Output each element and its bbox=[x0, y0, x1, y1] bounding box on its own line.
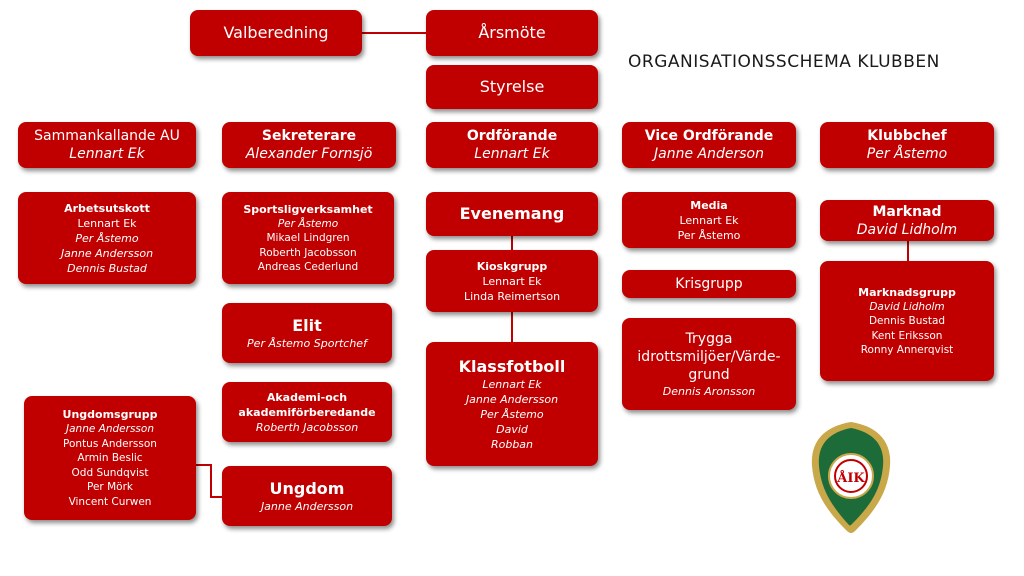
klassfotboll-member: David bbox=[496, 422, 528, 436]
ungdomsgrupp-member: Per Mörk bbox=[87, 481, 133, 493]
vice-ordforande-role: Vice Ordförande bbox=[644, 128, 774, 144]
kioskgrupp-box bbox=[426, 250, 598, 312]
marknadsgrupp-member: Kent Eriksson bbox=[871, 329, 943, 342]
ungdomsgrupp-heading: Ungdomsgrupp bbox=[62, 408, 158, 421]
ungdom-name: Janne Andersson bbox=[260, 499, 354, 513]
valberedning-box bbox=[190, 10, 362, 56]
ungdomsgrupp-member: Janne Andersson bbox=[66, 423, 154, 435]
arbetsutskott-member: Lennart Ek bbox=[77, 216, 137, 230]
trygga-heading: Trygga idrottsmiljöer/Värde-grund bbox=[637, 330, 781, 383]
klubbchef-box bbox=[820, 122, 994, 168]
klubbchef-name: Per Åstemo bbox=[866, 146, 948, 162]
arbetsutskott-member: Janne Andersson bbox=[60, 246, 154, 260]
klassfotboll-member: Lennart Ek bbox=[482, 377, 542, 391]
ordforande-role: Ordförande bbox=[466, 128, 558, 144]
sportsligverksamhet-box bbox=[222, 192, 394, 284]
media-member: Lennart Ek bbox=[679, 213, 739, 227]
marknadsgrupp-heading: Marknadsgrupp bbox=[858, 285, 956, 299]
vice-ordforande-box bbox=[622, 122, 796, 168]
evenemang-box bbox=[426, 192, 598, 236]
evenemang-label: Evenemang bbox=[459, 204, 565, 223]
elit-name: Per Åstemo Sportchef bbox=[247, 336, 367, 350]
klassfotboll-member: Janne Andersson bbox=[465, 392, 559, 406]
elit-box bbox=[222, 303, 392, 363]
sportsligverksamhet-member: Roberth Jacobsson bbox=[259, 246, 357, 259]
kioskgrupp-heading: Kioskgrupp bbox=[476, 259, 548, 273]
connector-marknad-grupp bbox=[907, 241, 909, 261]
media-member: Per Åstemo bbox=[677, 228, 741, 242]
ungdomsgrupp-member: Odd Sundqvist bbox=[71, 466, 149, 479]
marknad-box bbox=[820, 200, 994, 241]
media-box bbox=[622, 192, 796, 248]
arbetsutskott-member: Per Åstemo bbox=[75, 231, 139, 245]
sportsligverksamhet-member: Mikael Lindgren bbox=[266, 232, 350, 244]
connector-evenemang-kiosk bbox=[511, 236, 513, 250]
sammankallande-box bbox=[18, 122, 196, 168]
ungdom-box bbox=[222, 466, 392, 526]
marknad-name: David Lidholm bbox=[856, 221, 958, 238]
sportsligverksamhet-heading: Sportsligverksamhet bbox=[243, 202, 373, 216]
styrelse-label: Styrelse bbox=[479, 77, 545, 96]
connector-ungdomsgrupp-v bbox=[210, 464, 212, 498]
sammankallande-role: Sammankallande AU bbox=[34, 128, 180, 144]
ordforande-name: Lennart Ek bbox=[474, 146, 550, 162]
marknadsgrupp-member: David Lidholm bbox=[869, 300, 945, 313]
akademi-box bbox=[222, 382, 392, 442]
klubbchef-role: Klubbchef bbox=[867, 128, 947, 144]
svg-text:ÅIK: ÅIK bbox=[837, 471, 865, 486]
marknadsgrupp-member: Dennis Bustad bbox=[868, 315, 946, 327]
kioskgrupp-member: Linda Reimertson bbox=[463, 289, 561, 303]
klassfotboll-box bbox=[426, 342, 598, 466]
valberedning-label: Valberedning bbox=[223, 23, 329, 42]
sekreterare-role: Sekreterare bbox=[261, 128, 357, 144]
klassfotboll-heading: Klassfotboll bbox=[458, 356, 566, 376]
media-heading: Media bbox=[690, 198, 728, 212]
klassfotboll-member: Robban bbox=[490, 437, 534, 451]
club-crest-icon bbox=[806, 418, 896, 540]
chart-title: ORGANISATIONSSCHEMA KLUBBEN bbox=[628, 52, 940, 72]
marknad-heading: Marknad bbox=[872, 203, 942, 220]
sekreterare-name: Alexander Fornsjö bbox=[245, 146, 373, 162]
arbetsutskott-heading: Arbetsutskott bbox=[64, 201, 150, 215]
klassfotboll-member: Per Åstemo bbox=[480, 407, 544, 421]
sekreterare-box bbox=[222, 122, 396, 168]
akademi-name: Roberth Jacobsson bbox=[255, 420, 359, 434]
styrelse-box bbox=[426, 65, 598, 109]
marknadsgrupp-box bbox=[820, 261, 994, 381]
connector-valberedning-arsmote bbox=[362, 32, 426, 34]
ungdomsgrupp-member: Armin Beslic bbox=[77, 452, 143, 464]
ungdom-heading: Ungdom bbox=[269, 478, 345, 498]
ungdomsgrupp-member: Vincent Curwen bbox=[68, 495, 152, 508]
sportsligverksamhet-member: Per Åstemo bbox=[277, 217, 339, 230]
marknadsgrupp-member: Ronny Annerqvist bbox=[860, 344, 954, 356]
arbetsutskott-box bbox=[18, 192, 196, 284]
krisgrupp-box bbox=[622, 270, 796, 298]
akademi-heading: Akademi-och akademiförberedande bbox=[238, 390, 376, 419]
krisgrupp-label: Krisgrupp bbox=[675, 276, 743, 292]
trygga-box bbox=[622, 318, 796, 410]
sportsligverksamhet-member: Andreas Cederlund bbox=[257, 261, 359, 273]
ordforande-box bbox=[426, 122, 598, 168]
ungdomsgrupp-member: Pontus Andersson bbox=[63, 437, 157, 450]
arbetsutskott-member: Dennis Bustad bbox=[67, 261, 147, 275]
vice-ordforande-name: Janne Anderson bbox=[654, 146, 764, 162]
ungdomsgrupp-box bbox=[24, 396, 196, 520]
sammankallande-name: Lennart Ek bbox=[69, 146, 145, 162]
arsmote-label: Årsmöte bbox=[478, 23, 546, 42]
arsmote-box bbox=[426, 10, 598, 56]
elit-heading: Elit bbox=[292, 315, 322, 335]
connector-kiosk-klassfotboll bbox=[511, 312, 513, 342]
trygga-name: Dennis Aronsson bbox=[662, 384, 756, 398]
kioskgrupp-member: Lennart Ek bbox=[482, 274, 542, 288]
